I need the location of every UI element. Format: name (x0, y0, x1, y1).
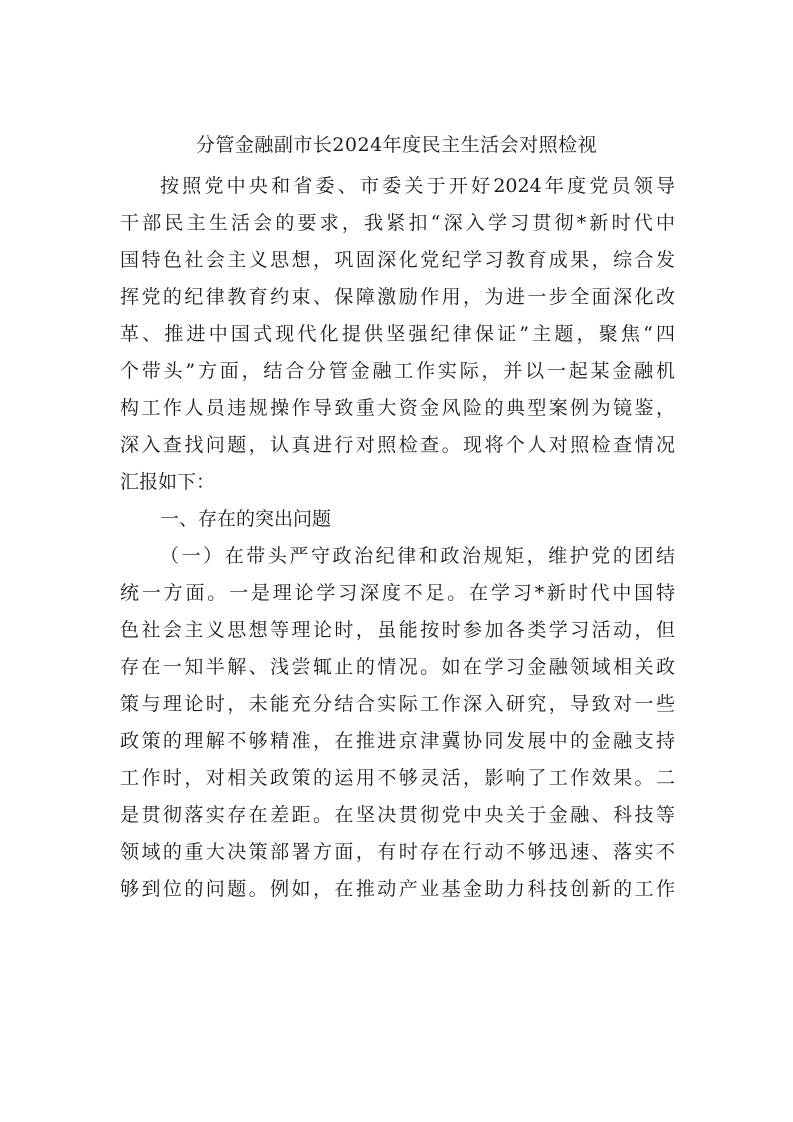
body-line: 够到位的问题。例如，在推动产业基金助力科技创新的工作 (120, 878, 675, 900)
body-line: 工作时，对相关政策的运用不够灵活，影响了工作效果。二 (120, 767, 675, 789)
section-heading: 一、存在的突出问题 (160, 508, 332, 530)
body-line: 汇报如下： (120, 471, 216, 493)
body-line: 深入查找问题，认真进行对照检查。现将个人对照检查情况 (120, 434, 675, 456)
body-line: 构工作人员违规操作导致重大资金风险的典型案例为镜鉴， (120, 397, 675, 419)
body-line: 存在一知半解、浅尝辄止的情况。如在学习金融领域相关政 (120, 656, 675, 678)
document-title: 分管金融副市长2024年度民主生活会对照检视 (195, 134, 598, 156)
body-line: 政策的理解不够精准，在推进京津冀协同发展中的金融支持 (120, 730, 675, 752)
body-line: 是贯彻落实存在差距。在坚决贯彻党中央关于金融、科技等 (120, 804, 675, 826)
body-line: 国特色社会主义思想，巩固深化党纪学习教育成果，综合发 (120, 249, 675, 271)
body-line: 领域的重大决策部署方面，有时存在行动不够迅速、落实不 (120, 841, 675, 863)
body-line: 革、推进中国式现代化提供坚强纪律保证”主题，聚焦“四 (120, 323, 675, 345)
body-line: 按照党中央和省委、市委关于开好2024年度党员领导 (160, 175, 675, 197)
body-line: 统一方面。一是理论学习深度不足。在学习*新时代中国特 (120, 582, 675, 604)
document-body (120, 168, 675, 908)
body-line: （一）在带头严守政治纪律和政治规矩，维护党的团结 (160, 545, 675, 567)
body-line: 干部民主生活会的要求，我紧扣“深入学习贯彻*新时代中 (120, 212, 675, 234)
body-line: 策与理论时，未能充分结合实际工作深入研究，导致对一些 (120, 693, 675, 715)
body-line: 挥党的纪律教育约束、保障激励作用，为进一步全面深化改 (120, 286, 675, 308)
body-line: 色社会主义思想等理论时，虽能按时参加各类学习活动，但 (120, 619, 675, 641)
body-line: 个带头”方面，结合分管金融工作实际，并以一起某金融机 (120, 360, 675, 382)
